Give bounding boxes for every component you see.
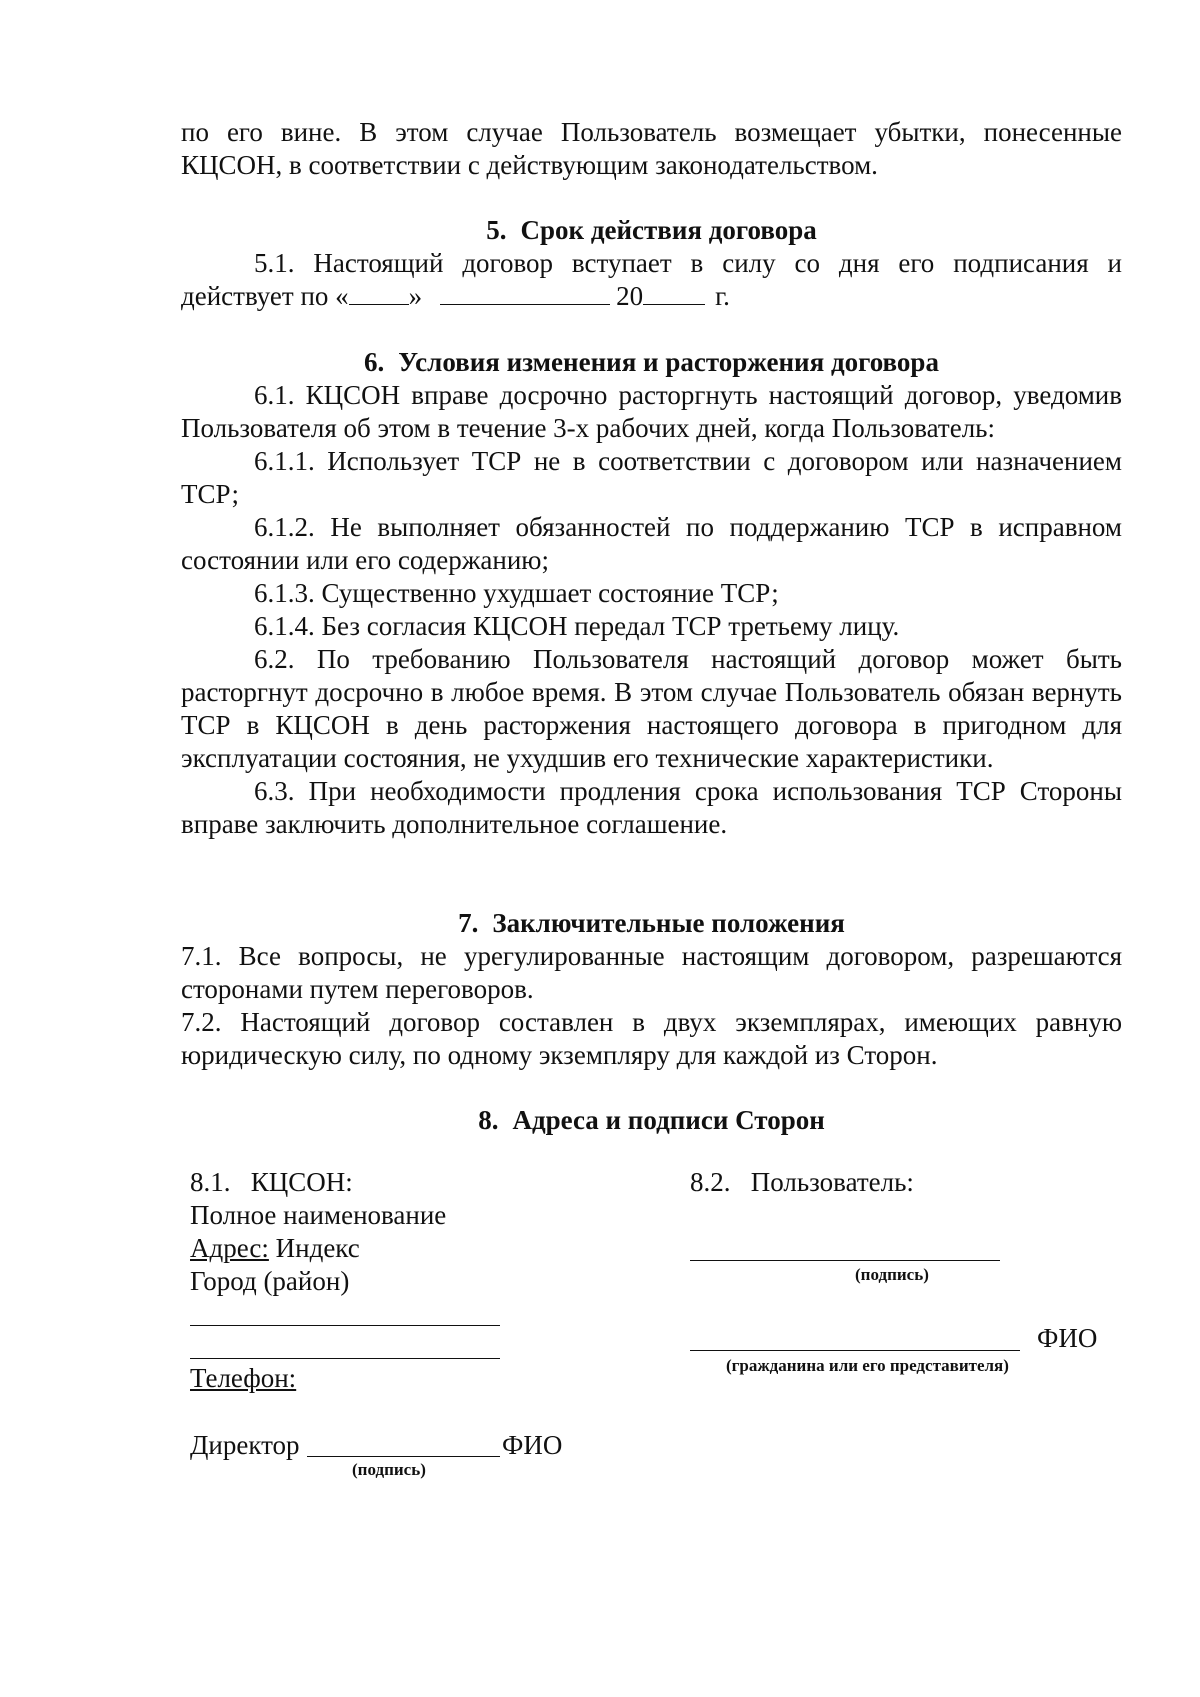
section-8-title: Адреса и подписи Сторон (512, 1105, 825, 1135)
user-signature-caption: (подпись) (855, 1265, 929, 1284)
section-6-title: Условия изменения и расторжения договора (398, 347, 939, 377)
year-prefix: 20 (616, 281, 644, 311)
section-8-heading (181, 1104, 1122, 1137)
address-line-2 (190, 1358, 500, 1359)
day-blank (349, 280, 409, 305)
month-blank (440, 280, 610, 305)
section-6-number: 6. (364, 347, 385, 377)
paragraph-6-1: 6.1. КЦСОН вправе досрочно расторгнуть настоящий договор, уведомив Пользователя об этом в течение 3-х рабочих дней, когда Пользователь: (181, 380, 1122, 443)
intro-paragraph: по его вине. В этом случае Пользователь возмещает убытки, понесенные КЦСОН, в соответствии с действующим законодательством. (181, 117, 1122, 180)
section-5-p1-line2 (181, 280, 1122, 313)
paragraph-6-3: 6.3. При необходимости продления срока использования ТСР Стороны вправе заключить дополнительное соглашение. (181, 776, 1122, 839)
paragraph-7-2: 7.2. Настоящий договор составлен в двух экземплярах, имеющих равную юридическую силу, по одному экземпляру для каждой из Сторон. (181, 1007, 1122, 1070)
user-heading: 8.2. Пользователь: (690, 1167, 914, 1197)
section-5-number: 5. (486, 215, 507, 245)
paragraph-6-1-2: 6.1.2. Не выполняет обязанностей по поддержанию ТСР в исправном состоянии или его содержанию; (181, 512, 1122, 575)
paragraph-7-1: 7.1. Все вопросы, не урегулированные настоящим договором, разрешаются сторонами путем переговоров. (181, 941, 1122, 1004)
kcson-heading: 8.1. КЦСОН: (190, 1167, 353, 1197)
kcson-address (190, 1232, 360, 1265)
quote-close: » (408, 281, 423, 311)
user-signature-line (690, 1260, 1000, 1261)
director-signature-caption: (подпись) (352, 1460, 426, 1479)
user-fio: ФИО (1037, 1323, 1098, 1353)
year-suffix: г. (715, 281, 730, 311)
director-fio: ФИО (502, 1430, 563, 1460)
kcson-city: Город (район) (190, 1266, 350, 1296)
director-signature-line (307, 1456, 500, 1457)
section-5-heading (181, 214, 1122, 247)
section-6-body (181, 379, 1122, 841)
kcson-full-name: Полное наименование (190, 1200, 447, 1230)
address-line-1 (190, 1325, 500, 1326)
paragraph-6-1-4: 6.1.4. Без согласия КЦСОН передал ТСР третьему лицу. (254, 611, 900, 641)
user-fio-line (690, 1350, 1020, 1351)
paragraph-6-1-3: 6.1.3. Существенно ухудшает состояние ТСР; (254, 578, 779, 608)
section-7-body (181, 940, 1122, 1072)
user-fio-caption: (гражданина или его представителя) (726, 1356, 1009, 1375)
section-5-title: Срок действия договора (520, 215, 817, 245)
paragraph-6-2: 6.2. По требованию Пользователя настоящий договор может быть расторгнут досрочно в любое время. В этом случае Пользователь обязан вернуть ТСР в КЦСОН в день расторжения настоящего договора в пригодном для эксплуатации состояния, не ухудшив его технические характеристики. (181, 644, 1122, 773)
paragraph-6-1-1: 6.1.1. Использует ТСР не в соответствии с договором или назначением ТСР; (181, 446, 1122, 509)
section-8-number: 8. (478, 1105, 499, 1135)
section-6-heading (181, 346, 1122, 379)
section-7-heading (181, 907, 1122, 940)
year-blank (643, 280, 705, 305)
address-label: Адрес: (190, 1233, 269, 1263)
section-5-p1-line1: 5.1. Настоящий договор вступает в силу со дня его подписания и (254, 248, 1122, 278)
address-value: Индекс (268, 1233, 360, 1263)
term-prefix: действует по « (181, 281, 349, 311)
section-7-title: Заключительные положения (492, 908, 845, 938)
section-7-number: 7. (458, 908, 479, 938)
kcson-phone-label: Телефон: (190, 1363, 297, 1393)
director-label: Директор (190, 1430, 300, 1460)
